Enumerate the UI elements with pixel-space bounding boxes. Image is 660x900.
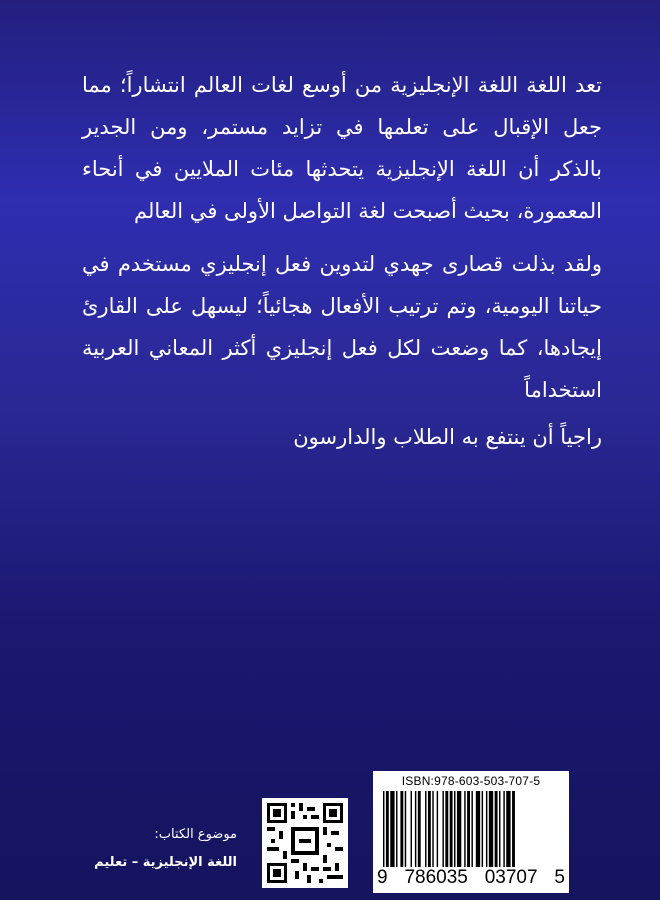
barcode-bar xyxy=(400,791,403,867)
barcode-bar xyxy=(450,791,453,867)
barcode-bar xyxy=(396,791,397,867)
barcode-bar xyxy=(383,791,384,867)
barcode-bar xyxy=(499,791,500,867)
barcode-digit-group: 03707 xyxy=(484,867,538,888)
barcode-bar xyxy=(437,791,438,867)
barcode-bar xyxy=(512,791,515,867)
subject-label: موضوع الكتاب: xyxy=(154,827,237,842)
closing-paragraph xyxy=(82,416,602,458)
barcode-bar xyxy=(457,791,461,867)
barcode-bar xyxy=(411,791,412,867)
paragraph-1: تعد اللغة اللغة الإنجليزية من أوسع لغات العالم انتشاراً؛ مما جعل الإقبال على تعلمها في تزايد مستمر، ومن الجدير بالذكر أن اللغة الإنجليزية يتحدثها مئات الملايين في أنحاء المعمورة، بحيث أصبحت لغة التواصل الأولى في العالم xyxy=(82,73,602,223)
barcode-bar xyxy=(471,791,472,867)
barcode-bar xyxy=(432,791,433,867)
paragraph-2: ولقد بذلت قصارى جهدي لتدوين فعل إنجليزي مستخدم في حياتنا اليومية، وتم ترتيب الأفعال هجائياً؛ ليسهل على القارئ إيجادها، كما وضعت لكل فعل إنجليزي أكثر المعاني العربية استخداماً xyxy=(82,252,602,402)
barcode-bar xyxy=(425,791,426,867)
barcode-bar xyxy=(442,791,443,867)
intro-paragraph xyxy=(82,64,602,232)
barcode-bar xyxy=(464,791,465,867)
barcode-bar xyxy=(486,791,487,867)
isbn-text: ISBN:978-603-503-707-5 xyxy=(401,774,541,788)
barcode-bar xyxy=(467,791,470,867)
barcode-bar xyxy=(445,791,448,867)
barcode-bar xyxy=(415,791,416,867)
barcode-bars-icon xyxy=(383,791,559,867)
barcode-bar xyxy=(482,791,483,867)
barcode-bar xyxy=(495,791,498,867)
barcode-digit-group: 786035 xyxy=(404,867,468,888)
barcode-bar xyxy=(405,791,406,867)
barcode-bar xyxy=(390,791,394,867)
effort-paragraph xyxy=(82,243,602,411)
paragraph-3: راجياً أن ينتفع به الطلاب والدارسون xyxy=(293,425,602,449)
barcode-digit-group: 5 xyxy=(554,867,565,888)
subject-value: اللغة الإنجليزية – تعليم xyxy=(94,855,237,870)
barcode-bar xyxy=(454,791,455,867)
barcode-bar xyxy=(489,791,493,867)
barcode xyxy=(373,771,569,893)
barcode-bar xyxy=(418,791,421,867)
barcode-bar xyxy=(503,791,504,867)
barcode-digit-group: 9 xyxy=(377,867,388,888)
qr-code-icon xyxy=(262,798,348,888)
qr-code xyxy=(262,798,348,888)
barcode-bar xyxy=(386,791,389,867)
barcode-bar xyxy=(506,791,510,867)
barcode-bar xyxy=(428,791,431,867)
barcode-digits xyxy=(377,867,565,889)
barcode-bar xyxy=(476,791,480,867)
